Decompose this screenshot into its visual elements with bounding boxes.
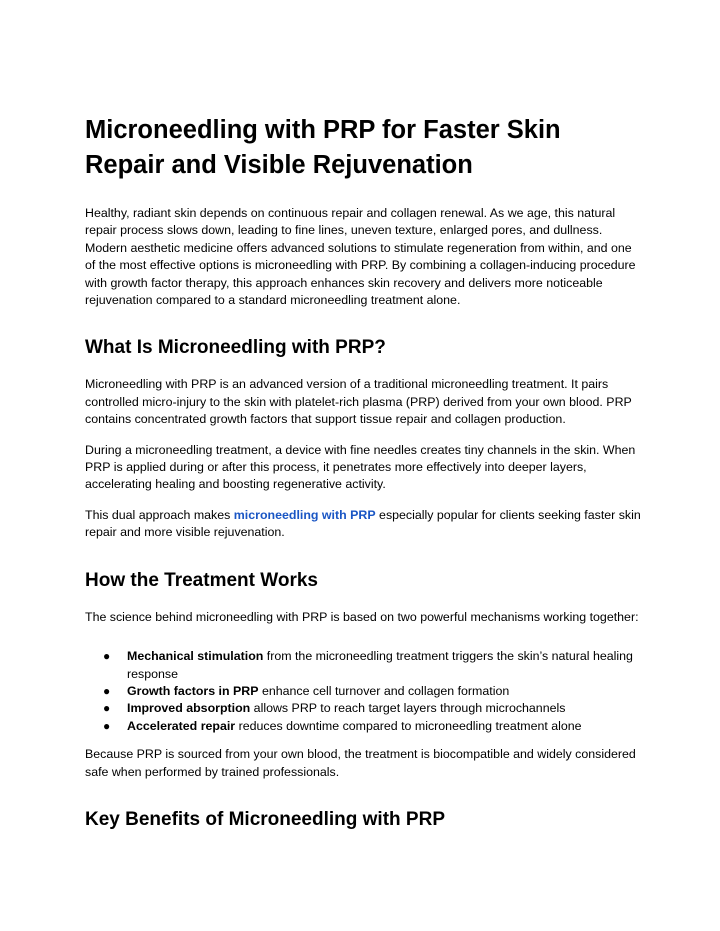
list-item-bold: Improved absorption: [127, 701, 251, 716]
list-item: [103, 700, 642, 717]
section-heading-what-is: What Is Microneedling with PRP?: [85, 337, 386, 359]
list-item: [103, 648, 642, 683]
section1-p3-after: especially popular for clients seeking faster skin repair and more visible rejuvenation.: [85, 507, 641, 540]
mechanisms-list: [85, 648, 642, 735]
section-heading-key-benefits: Key Benefits of Microneedling with PRP: [85, 808, 445, 830]
bullet-icon: ●: [103, 718, 111, 733]
bullet-icon: ●: [103, 701, 111, 716]
list-item: [103, 718, 642, 735]
list-item-text: from the microneedling treatment triggers the skin’s natural healing response: [127, 649, 633, 681]
list-item: [103, 683, 642, 700]
list-item-text: reduces downtime compared to microneedling treatment alone: [235, 718, 582, 733]
section2-intro-paragraph: The science behind microneedling with PRP is based on two powerful mechanisms working together:: [85, 609, 639, 624]
section1-paragraph-3: [85, 507, 642, 542]
section-heading-how-it-works: How the Treatment Works: [85, 569, 318, 591]
section2-outro-paragraph: Because PRP is sourced from your own blood, the treatment is biocompatible and widely considered safe when performed by trained professionals.: [85, 747, 636, 779]
microneedling-prp-link[interactable]: microneedling with PRP: [233, 507, 376, 522]
section1-paragraph-1: Microneedling with PRP is an advanced version of a traditional microneedling treatment. It pairs controlled micro-injury to the skin with platelet-rich plasma (PRP) derived from your own blood. PRP contains concentrated growth factors that support tissue repair and collagen production.: [85, 377, 632, 427]
list-item-bold: Mechanical stimulation: [127, 649, 264, 664]
section1-p3-before: This dual approach makes: [85, 507, 234, 522]
list-item-text: allows PRP to reach target layers through microchannels: [250, 701, 566, 716]
bullet-icon: ●: [103, 649, 111, 664]
intro-paragraph: Healthy, radiant skin depends on continuous repair and collagen renewal. As we age, this natural repair process slows down, leading to fine lines, uneven texture, enlarged pores, and dullness. Modern aesthetic medicine offers advanced solutions to stimulate regeneration from within, and one of the most effective options is microneedling with PRP. By combining a collagen-inducing procedure with growth factor therapy, this approach enhances skin recovery and delivers more noticeable rejuvenation compared to a standard microneedling treatment alone.: [85, 206, 636, 308]
page-title: Microneedling with PRP for Faster Skin Repair and Visible Rejuvenation: [85, 116, 561, 179]
list-item-bold: Accelerated repair: [127, 718, 236, 733]
list-item-bold: Growth factors in PRP: [127, 683, 259, 698]
bullet-icon: ●: [103, 683, 111, 698]
list-item-text: enhance cell turnover and collagen formation: [258, 683, 510, 698]
section1-paragraph-2: During a microneedling treatment, a device with fine needles creates tiny channels in the skin. When PRP is applied during or after this process, it penetrates more effectively into deeper layers, accelerating healing and boosting regenerative activity.: [85, 442, 636, 492]
